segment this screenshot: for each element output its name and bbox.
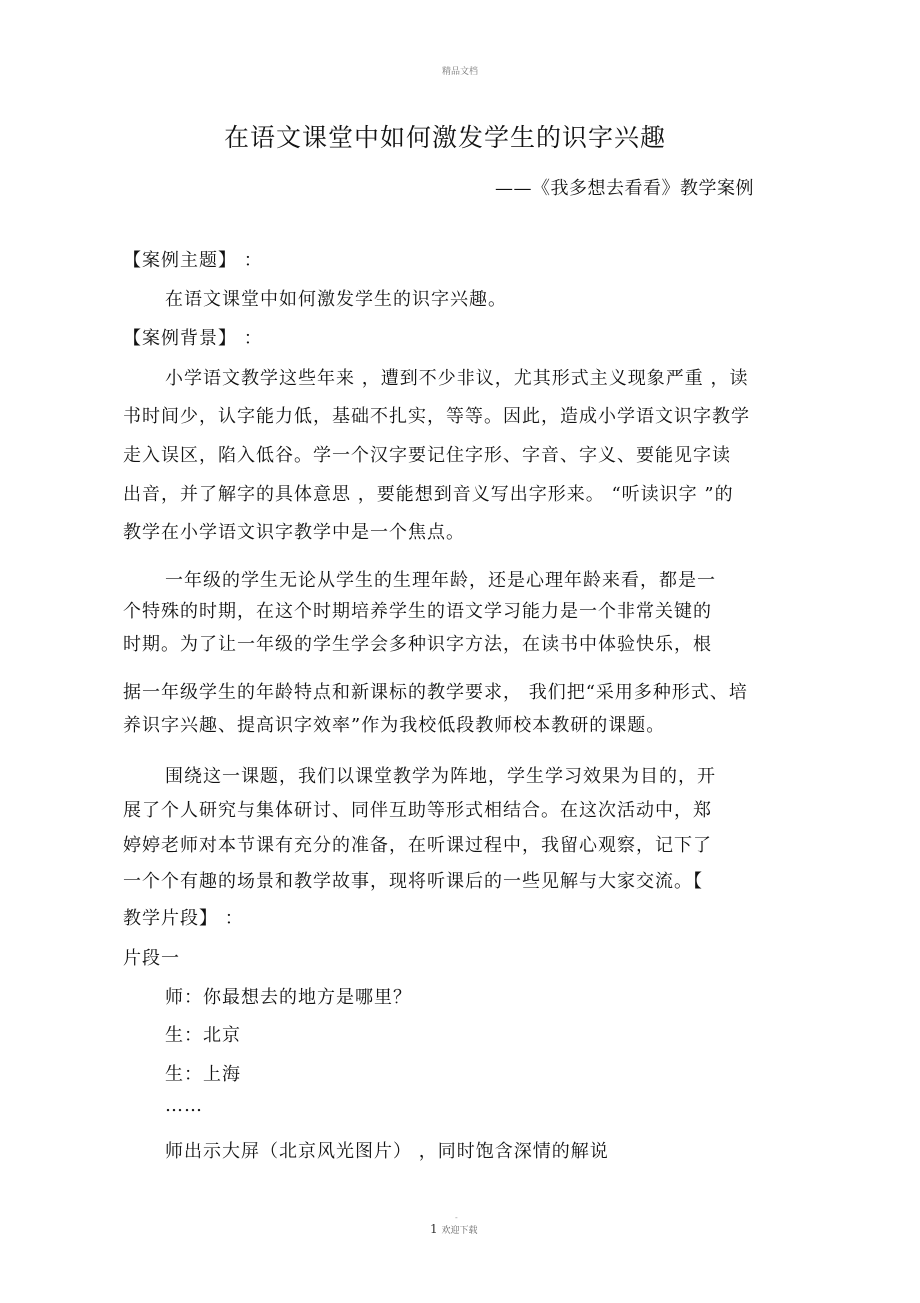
text-line: 师出示大屏（北京风光图片） ，同时饱含深情的解说 xyxy=(165,1141,609,1162)
text-line: 一个个有趣的场景和教学故事，现将听课后的一些见解与大家交流。【 xyxy=(123,871,703,892)
page-number: 1 xyxy=(430,1222,438,1236)
text-line: 师：你最想去的地方是哪里？ xyxy=(165,987,412,1008)
text-line: 生：北京 xyxy=(165,1025,241,1046)
footer-dot: - xyxy=(455,1213,458,1222)
text-line: 书时间少，认字能力低，基础不扎实，等等。因此，造成小学语文识字教学 xyxy=(123,406,750,427)
text-line: 养识字兴趣、提高识字效率”作为我校低段教师校本教研的课题。 xyxy=(123,715,666,736)
text-line: 婷婷老师对本节课有充分的准备，在听课过程中，我留心观察，记下了 xyxy=(123,835,712,856)
text-line: 围绕这一课题，我们以课堂教学为阵地，学生学习效果为目的，开 xyxy=(165,766,716,787)
text-line: 教学在小学语文识字教学中是一个焦点。 xyxy=(123,522,465,543)
footer-note: 欢迎下载 xyxy=(441,1226,478,1236)
text-line: 据一年级学生的年龄特点和新课标的教学要求， 我们把“采用多种形式、培 xyxy=(123,682,748,703)
document-title: 在语文课堂中如何激发学生的识字兴趣 xyxy=(223,123,666,152)
text-line: 生：上海 xyxy=(165,1064,241,1085)
text-line: 一年级的学生无论从学生的生理年龄，还是心理年龄来看，都是一 xyxy=(165,570,716,591)
text-line: …… xyxy=(165,1095,203,1116)
text-line: 【案例背景】 ： xyxy=(123,328,263,349)
text-line: 时期。为了让一年级的学生学会多种识字方法，在读书中体验快乐，根 xyxy=(123,634,712,655)
document-subtitle: ——《我多想去看看》教学案例 xyxy=(495,178,754,199)
text-line: 个特殊的时期，在这个时期培养学生的语文学习能力是一个非常关键的 xyxy=(123,601,712,622)
text-line: 展了个人研究与集体研讨、同伴互助等形式相结合。在这次活动中，郑 xyxy=(123,800,712,821)
page-footer xyxy=(430,1222,477,1236)
header-note: 精品文档 xyxy=(441,67,478,77)
text-line: 【案例主题】 ： xyxy=(123,250,263,271)
text-line: 片段一 xyxy=(123,948,180,969)
text-line: 走入误区，陷入低谷。学一个汉字要记住字形、字音、字义、要能见字读 xyxy=(123,445,731,466)
text-line: 小学语文教学这些年来 ，遭到不少非议，尤其形式主义现象严重 ，读 xyxy=(165,368,749,389)
text-line: 在语文课堂中如何激发学生的识字兴趣。 xyxy=(165,289,507,310)
text-line: 出音，并了解字的具体意思 ，要能想到音义写出字形来。 “听读识字 ”的 xyxy=(123,484,734,505)
text-line: 教学片段】 ： xyxy=(123,908,244,929)
